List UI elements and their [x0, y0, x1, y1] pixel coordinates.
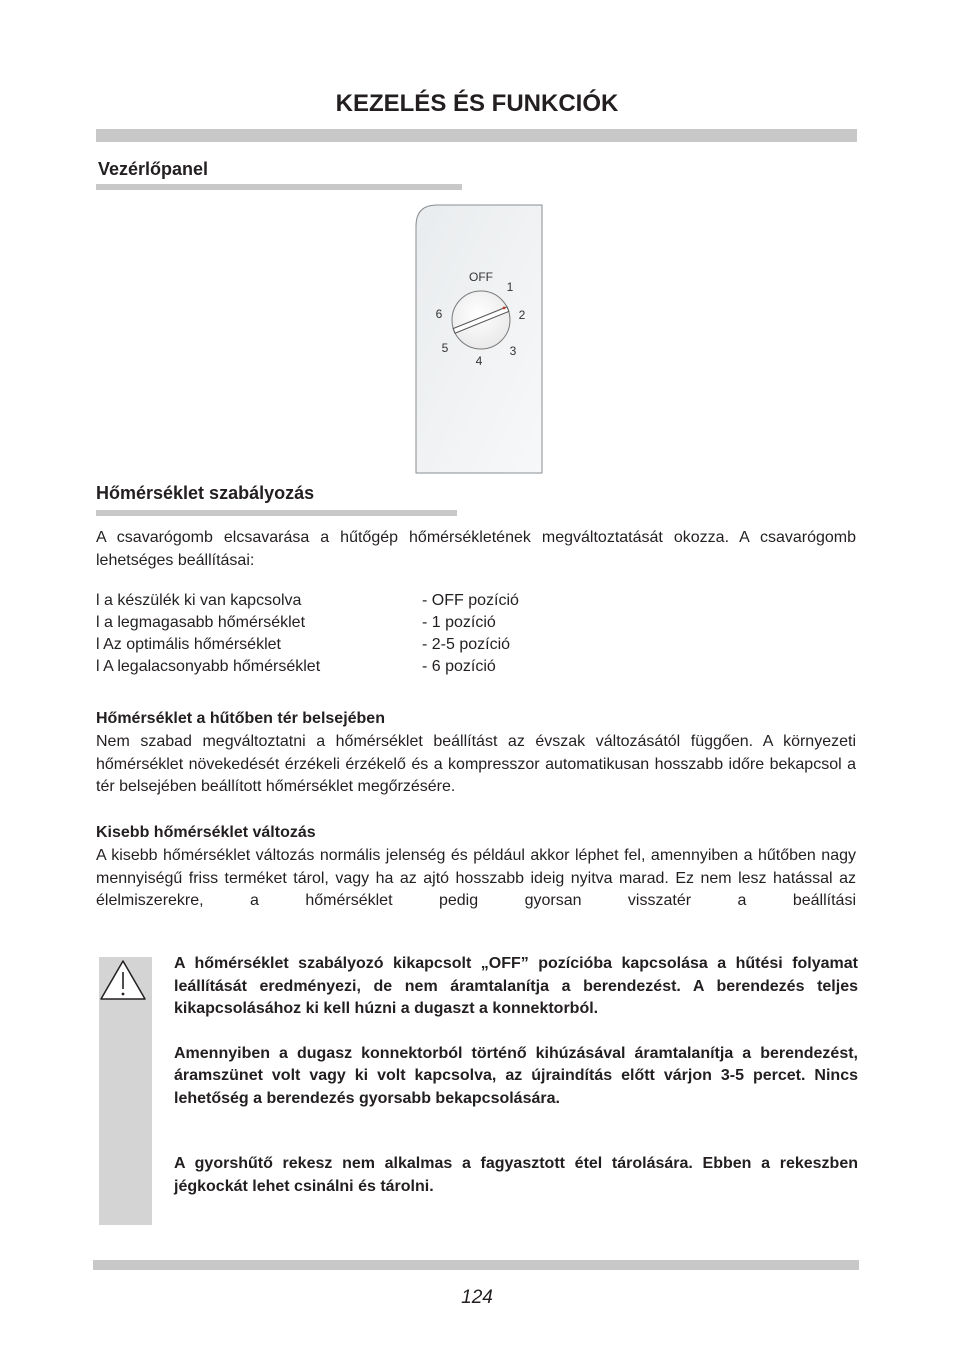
setting-row [96, 658, 856, 680]
warning-text-block [174, 953, 858, 1198]
setting-value: - 6 pozíció [422, 658, 496, 675]
control-panel-illustration [415, 204, 543, 474]
setting-label: l a legmagasabb hőmérséklet [96, 614, 306, 631]
footer-divider [93, 1260, 859, 1270]
section-heading-control-panel: Vezérlőpanel [98, 159, 209, 179]
dial-label-3: 3 [509, 344, 517, 358]
control-panel-drawing [415, 204, 543, 474]
setting-row [96, 592, 856, 614]
section-underline-temperature-control [96, 510, 457, 516]
temperature-intro-text: A csavarógomb elcsavarása a hűtőgép hőmérsékletének megváltoztatását okozza. A csavarógomb lehetséges beállításai: [96, 529, 856, 569]
setting-label: l A legalacsonyabb hőmérséklet [96, 658, 321, 675]
setting-value: - 2-5 pozíció [422, 636, 511, 653]
inside-temperature-text: Nem szabad megváltoztatni a hőmérséklet beállítást az évszak változásától függően. A környezeti hőmérséklet növekedését érzékeli érzékelő és a kompresszor automatikusan hosszabb időre bekapcsol a tér belsejében beállított hőmérséklet megőrzésére. [96, 733, 856, 795]
setting-row [96, 636, 856, 658]
title-divider [96, 129, 857, 142]
section-underline-control-panel [96, 184, 462, 190]
warning-triangle-icon [99, 957, 152, 1007]
small-change-heading: Kisebb hőmérséklet változás [96, 824, 316, 841]
warning-paragraph: Amennyiben a dugasz konnektorból történő kihúzásával áramtalanítja a berendezést, áramszünet volt vagy ki volt kapcsolva, az újraindítás előtt várjon 3-5 percet. Nincs lehetőség a berendezés gyorsabb bekapcsolására. [174, 1044, 858, 1107]
warning-paragraph: A hőmérséklet szabályozó kikapcsolt „OFF” pozícióba kapcsolása a hűtési folyamat leállítását eredményezi, de nem áramtalanítja a berendezést. A berendezés teljes kikapcsolásához ki kell húzni a dugaszt a konnektorból. [174, 955, 858, 1017]
setting-value: - OFF pozíció [422, 592, 519, 609]
dial-label-1: 1 [506, 280, 514, 294]
page-title: KEZELÉS ÉS FUNKCIÓK [335, 90, 619, 117]
dial-label-off: OFF [469, 270, 493, 284]
warning-paragraph: A gyorshűtő rekesz nem alkalmas a fagyasztott étel tárolására. Ebben a rekeszben jégkockát lehet csinálni és tárolni. [174, 1155, 858, 1195]
dial-label-6: 6 [435, 307, 443, 321]
section-heading-temperature-control: Hőmérséklet szabályozás [96, 483, 315, 503]
knob-indicator-dot [503, 307, 506, 310]
dial-label-4: 4 [475, 354, 483, 368]
setting-value: - 1 pozíció [422, 614, 496, 631]
setting-row [96, 614, 856, 636]
page-number: 124 [461, 1287, 493, 1308]
inside-temperature-heading: Hőmérséklet a hűtőben tér belsejében [96, 710, 385, 727]
setting-label: l a készülék ki van kapcsolva [96, 592, 302, 609]
small-change-text: A kisebb hőmérséklet változás normális jelenség és például akkor léphet fel, amennyiben a hűtőben nagy mennyiségű friss terméket tárol, vagy ha az ajtó hosszabb ideig nyitva marad. Ez nem lesz hatással az élelmiszerekre, a hőmérséklet pedig gyorsan visszatér a beállítási [96, 847, 856, 909]
setting-label: l Az optimális hőmérséklet [96, 636, 281, 653]
warning-sidebar [99, 957, 152, 1225]
dial-label-2: 2 [518, 308, 526, 322]
dial-label-5: 5 [441, 341, 449, 355]
